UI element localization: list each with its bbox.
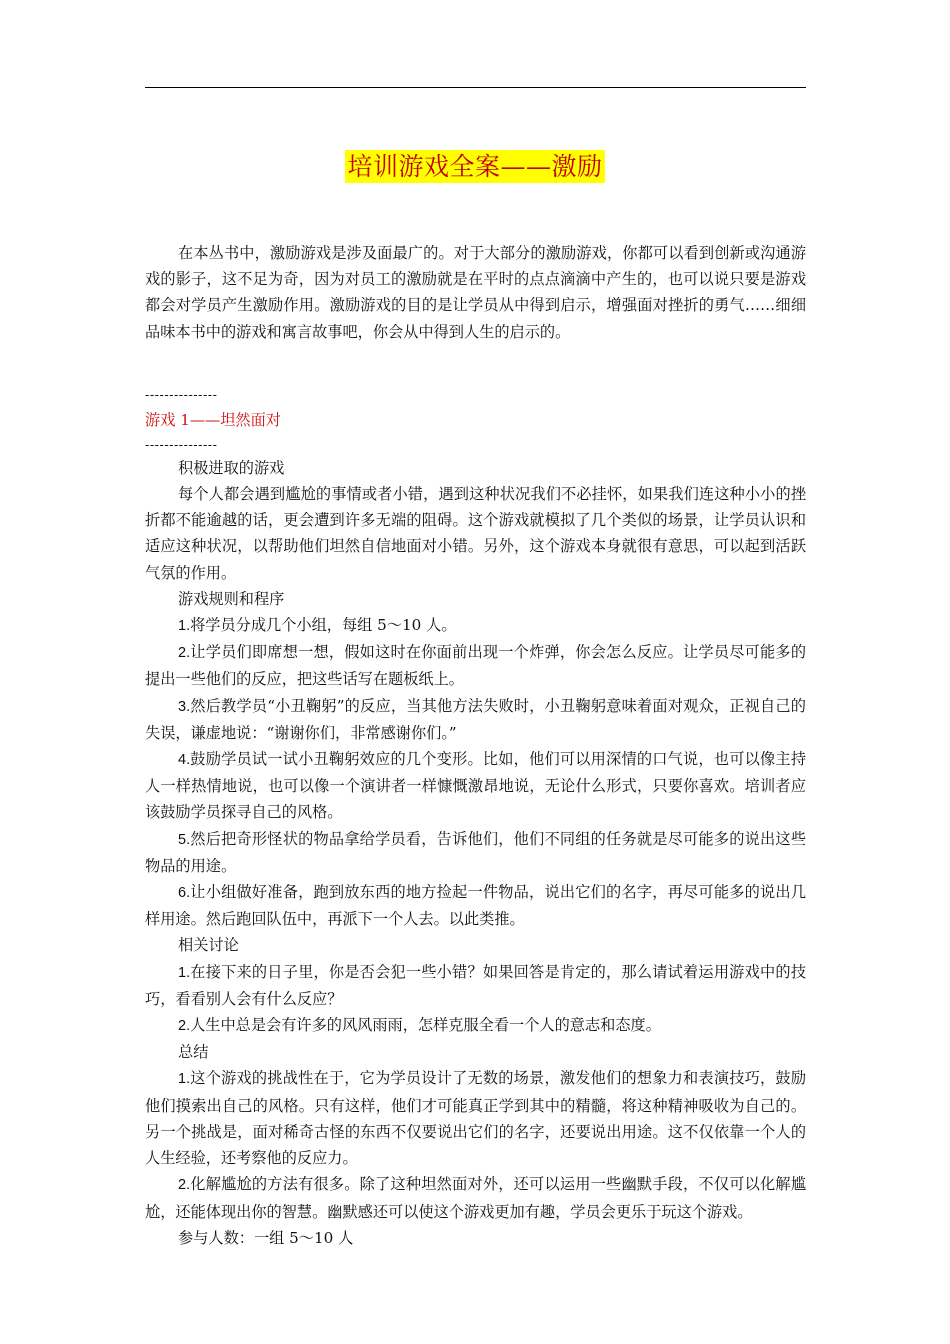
- summary-number: 2.: [178, 1177, 191, 1194]
- separator-top: ---------------: [145, 386, 218, 402]
- rule-text: 让学员们即席想一想，假如这时在你面前出现一个炸弹，你会怎么反应。让学员尽可能多的提出一些他们的反应，把这些话写在题板纸上。: [145, 643, 806, 689]
- rule-item: [145, 639, 806, 692]
- summary-text: 这个游戏的挑战性在于，它为学员设计了无数的场景，激发他们的想象力和表演技巧，鼓励他们摸索出自己的风格。只有这样，他们才可能真正学到其中的精髓，将这种精神吸收为自己的。另一个挑战是，面对稀奇古怪的东西不仅要说出它们的名字，还要说出用途。这不仅依靠一个人的人生经验，还考察他的反应力。: [145, 1069, 806, 1168]
- rule-item: [145, 879, 806, 932]
- summary-text: 化解尴尬的方法有很多。除了这种坦然面对外，还可以运用一些幽默手段，不仅可以化解尴尬，还能体现出你的智慧。幽默感还可以使这个游戏更加有趣，学员会更乐于玩这个游戏。: [145, 1175, 806, 1221]
- game-description: 每个人都会遇到尴尬的事情或者小错，遇到这种状况我们不必挂怀，如果我们连这种小小的挫折都不能逾越的话，更会遭到许多无端的阻碍。这个游戏就模拟了几个类似的场景，让学员认识和适应这种状况，以帮助他们坦然自信地面对小错。另外，这个游戏本身就很有意思，可以起到活跃气氛的作用。: [145, 485, 806, 582]
- rule-item: [145, 693, 806, 746]
- document-body: [145, 240, 806, 1251]
- rule-number: 5.: [178, 831, 191, 848]
- rule-number: 6.: [178, 885, 191, 902]
- rule-number: 3.: [178, 698, 191, 715]
- rule-text: 然后把奇形怪状的物品拿给学员看，告诉他们，他们不同组的任务就是尽可能多的说出这些物品的用途。: [145, 829, 806, 875]
- rule-text: 然后教学员“小丑鞠躬”的反应，当其他方法失败时，小丑鞠躬意味着面对观众，正视自己的失误，谦虚地说：“谢谢你们，非常感谢你们。”: [145, 696, 806, 742]
- rule-text: 将学员分成几个小组，每组 5～10 人。: [190, 616, 457, 635]
- rule-number: 1.: [178, 618, 191, 635]
- summary-heading: 总结: [178, 1043, 209, 1062]
- rule-item: [145, 612, 806, 639]
- participants-line: 参与人数：一组 5～10 人: [178, 1228, 354, 1247]
- rule-item: [145, 826, 806, 879]
- game-type: 积极进取的游戏: [178, 458, 285, 477]
- rule-item: [145, 746, 806, 826]
- title-block: [0, 150, 950, 183]
- discussion-text: 在接下来的日子里，你是否会犯一些小错？如果回答是肯定的，那么请试着运用游戏中的技巧，看看别人会有什么反应？: [145, 962, 806, 1008]
- discussion-number: 2.: [178, 1018, 191, 1035]
- summary-item: [145, 1171, 806, 1224]
- rule-number: 4.: [178, 752, 191, 769]
- discussion-item: [145, 1012, 806, 1039]
- separator-bottom: ---------------: [145, 436, 218, 452]
- intro-paragraph: 在本丛书中，激励游戏是涉及面最广的。对于大部分的激励游戏，你都可以看到创新或沟通游戏的影子，这不足为奇，因为对员工的激励就是在平时的点点滴滴中产生的，也可以说只要是游戏都会对学员产生激励作用。激励游戏的目的是让学员从中得到启示，增强面对挫折的勇气……细细品味本书中的游戏和寓言故事吧，你会从中得到人生的启示的。: [145, 244, 806, 341]
- discussion-heading: 相关讨论: [178, 936, 239, 955]
- rule-text: 鼓励学员试一试小丑鞠躬效应的几个变形。比如，他们可以用深情的口气说，也可以像主持人一样热情地说，也可以像一个演讲者一样慷慨激昂地说，无论什么形式，只要你喜欢。培训者应该鼓励学员探寻自己的风格。: [145, 750, 806, 822]
- header-rule: [145, 87, 806, 88]
- discussion-item: [145, 959, 806, 1012]
- document-title: 培训游戏全案——激励: [347, 152, 603, 181]
- summary-number: 1.: [178, 1071, 191, 1088]
- rule-number: 2.: [178, 645, 191, 662]
- rule-text: 让小组做好准备，跑到放东西的地方捡起一件物品，说出它们的名字，再尽可能多的说出几样用途。然后跑回队伍中，再派下一个人去。以此类推。: [145, 883, 806, 929]
- summary-item: [145, 1065, 806, 1171]
- discussion-number: 1.: [178, 964, 191, 981]
- game-title: 游戏 1——坦然面对: [145, 410, 281, 429]
- rules-heading: 游戏规则和程序: [178, 589, 285, 608]
- discussion-text: 人生中总是会有许多的风风雨雨，怎样克服全看一个人的意志和态度。: [190, 1016, 661, 1035]
